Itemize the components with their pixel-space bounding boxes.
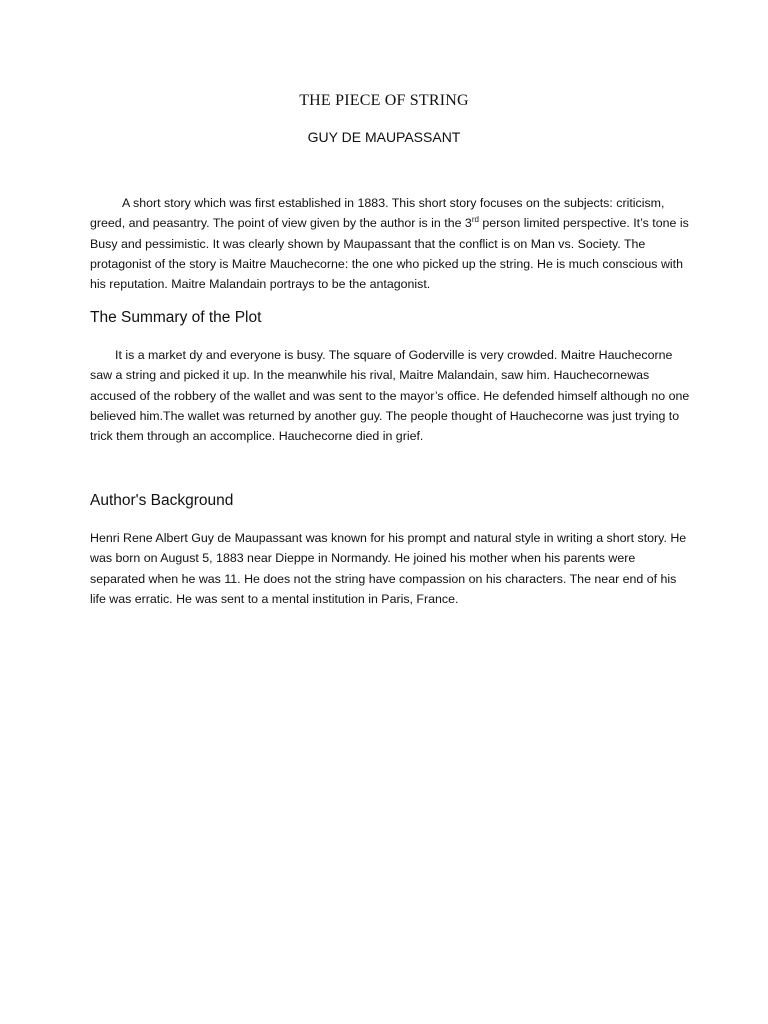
intro-text-start: A short story which was first established in 1883. This short story focuses on the subjects: criticism, greed, and peasantry. The point of view given by the author is in the 3 <box>90 196 665 231</box>
background-heading: Author's Background <box>90 492 234 509</box>
intro-paragraph <box>90 193 690 294</box>
background-paragraph <box>90 528 690 609</box>
background-text: Henri Rene Albert Guy de Maupassant was known for his prompt and natural style in writing a short story. He was born on August 5, 1883 near Dieppe in Normandy. He joined his mother when his parents were separated when he was 11. He does not the string have compassion on his characters. The near end of his life was erratic. He was sent to a mental institution in Paris, France. <box>90 531 687 606</box>
summary-text: It is a market dy and everyone is busy. The square of Goderville is very crowded. Maitre Hauchecorne saw a string and picked it up. In the meanwhile his rival, Maitre Malandain, saw him. Hauchecornewas accused of the robbery of the wallet and was sent to the mayor’s office. He defended himself although no one believed him.The wallet was returned by another guy. The people thought of Hauchecorne was just trying to trick them through an accomplice. Hauchecorne died in grief. <box>90 348 690 444</box>
document-title: THE PIECE OF STRING <box>299 92 469 109</box>
ordinal-superscript: rd <box>471 215 479 225</box>
intro-text-end: person limited perspective. It’s tone is Busy and pessimistic. It was clearly shown by Maupassant that the conflict is on Man vs. Society. The protagonist of the story is Maitre Mauchecorne: the one who picked up the string. He is much conscious with his reputation. Maitre Malandain portrays to be the antagonist. <box>90 216 689 292</box>
document-author: GUY DE MAUPASSANT <box>307 129 461 145</box>
summary-heading: The Summary of the Plot <box>90 309 262 326</box>
summary-paragraph <box>90 345 690 446</box>
